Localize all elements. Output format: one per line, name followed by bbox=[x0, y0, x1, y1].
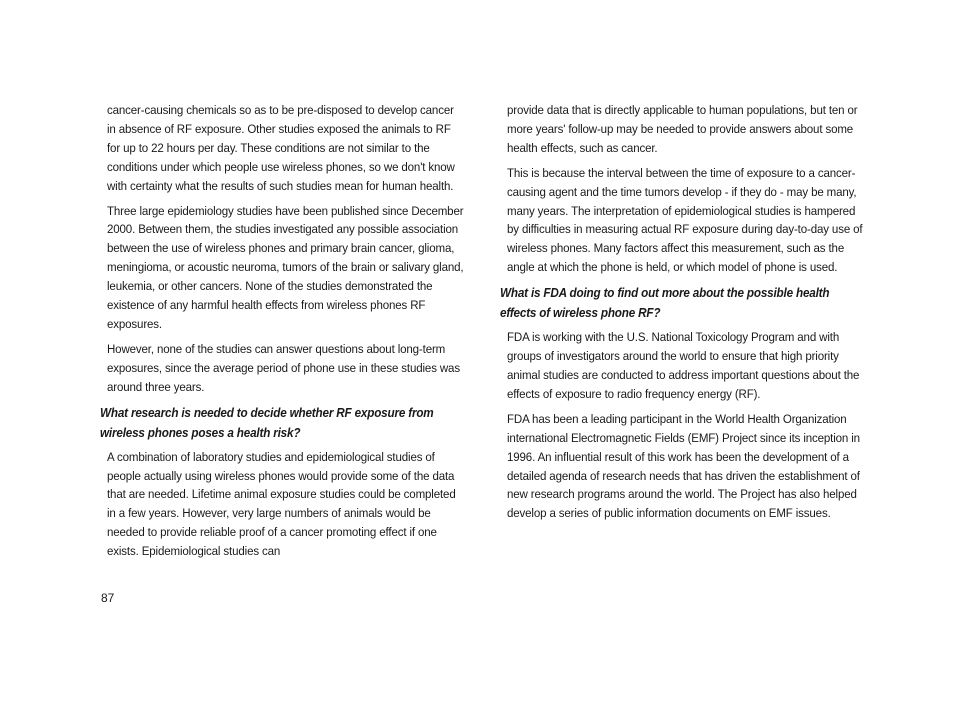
paragraph: Three large epidemiology studies have been published since December 2000. Between them, the studies investigated any possible association between the use of wireless phones and primary brain cancer, glioma, meningioma, or acoustic neuroma, tumors of the brain or salivary gland, leukemia, or other cancers. None of the studies demonstrated the existence of any harmful health effects from wireless phones RF exposures. bbox=[107, 203, 464, 331]
section-heading: What research is needed to decide whether RF exposure from wireless phones poses a health risk? bbox=[100, 405, 434, 440]
paragraph: FDA has been a leading participant in the World Health Organization international Electromagnetic Fields (EMF) Project since its inception in 1996. An influential result of this work has been the development of a detailed agenda of research needs that has driven the establishment of new research programs around the world. The Project has also helped develop a series of public information documents on EMF issues. bbox=[507, 411, 860, 521]
page-number: 87 bbox=[101, 591, 115, 605]
paragraph: This is because the interval between the time of exposure to a cancer-causing agent and the time tumors develop - if they do - may be many, many years. The interpretation of epidemiological studies is hampered by difficulties in measuring actual RF exposure during day-to-day use of wireless phones. Many factors affect this measurement, such as the angle at which the phone is held, or which model of phone is used. bbox=[507, 165, 863, 275]
right-column bbox=[500, 101, 866, 529]
paragraph: However, none of the studies can answer questions about long-term exposures, since the average period of phone use in these studies was around three years. bbox=[107, 341, 460, 394]
paragraph: cancer-causing chemicals so as to be pre-disposed to develop cancer in absence of RF exposure. Other studies exposed the animals to RF for up to 22 hours per day. These conditions are not similar to the conditions under which people use wireless phones, so we don't know with certainty what the results of such studies mean for human health. bbox=[107, 103, 455, 193]
paragraph: FDA is working with the U.S. National Toxicology Program and with groups of investigators around the world to ensure that high priority animal studies are conducted to address important questions about the effects of exposure to radio frequency energy (RF). bbox=[507, 330, 860, 401]
paragraph: A combination of laboratory studies and epidemiological studies of people actually using wireless phones would provide some of the data that are needed. Lifetime animal exposure studies could be completed in a few years. However, very large numbers of animals would be needed to provide reliable proof of a cancer promoting effect if one exists. Epidemiological studies can bbox=[107, 449, 456, 559]
left-column bbox=[100, 101, 466, 567]
paragraph: provide data that is directly applicable to human populations, but ten or more years' follow-up may be needed to provide answers about some health effects, such as cancer. bbox=[507, 103, 858, 155]
section-heading: What is FDA doing to find out more about the possible health effects of wireless phone RF? bbox=[500, 286, 830, 321]
